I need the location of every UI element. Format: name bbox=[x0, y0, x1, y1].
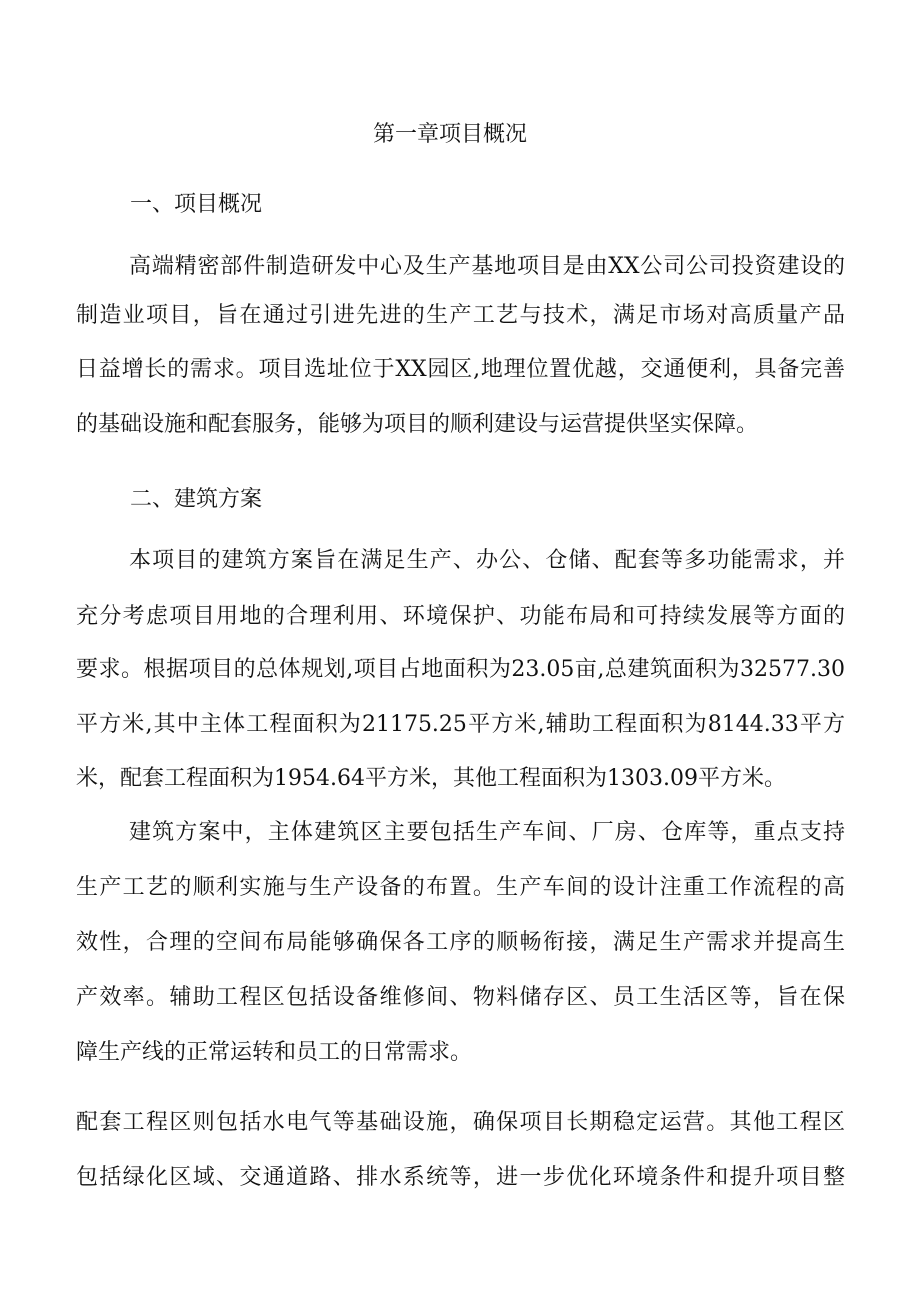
paragraph-line: 本项目的建筑方案旨在满足生产、办公、仓储、配套等多功能需求，并 bbox=[129, 548, 845, 573]
paragraph-line: 高端精密部件制造研发中心及生产基地项目是由XX公司公司投资建设的 bbox=[129, 254, 845, 279]
paragraph-line: 要求。根据项目的总体规划,项目占地面积为23.05亩,总建筑面积为32577.30 bbox=[76, 657, 845, 682]
paragraph-line: 生产工艺的顺利实施与生产设备的布置。生产车间的设计注重工作流程的高 bbox=[76, 875, 845, 900]
paragraph-line: 配套工程区则包括水电气等基础设施，确保项目长期稳定运营。其他工程区 bbox=[76, 1110, 845, 1135]
paragraph-line: 平方米,其中主体工程面积为21175.25平方米,辅助工程面积为8144.33平方 bbox=[76, 712, 845, 737]
paragraph-line: 的基础设施和配套服务，能够为项目的顺利建设与运营提供坚实保障。 bbox=[76, 412, 759, 437]
paragraph-line: 效性，合理的空间布局能够确保各工序的顺畅衔接，满足生产需求并提高生 bbox=[76, 930, 845, 955]
section-heading: 一、项目概况 bbox=[130, 192, 263, 217]
paragraph-line: 建筑方案中，主体建筑区主要包括生产车间、厂房、仓库等，重点支持 bbox=[129, 820, 845, 845]
paragraph-line: 产效率。辅助工程区包括设备维修间、物料储存区、员工生活区等，旨在保 bbox=[76, 985, 845, 1010]
paragraph-line: 包括绿化区域、交通道路、排水系统等，进一步优化环境条件和提升项目整 bbox=[76, 1165, 845, 1190]
paragraph-line: 制造业项目，旨在通过引进先进的生产工艺与技术，满足市场对高质量产品 bbox=[76, 303, 845, 328]
paragraph-line: 障生产线的正常运转和员工的日常需求。 bbox=[76, 1040, 473, 1065]
paragraph-line: 米，配套工程面积为1954.64平方米，其他工程面积为1303.09平方米。 bbox=[76, 766, 786, 791]
chapter-title: 第一章项目概况 bbox=[373, 122, 528, 147]
section-heading: 二、建筑方案 bbox=[130, 487, 263, 512]
paragraph-line: 充分考虑项目用地的合理利用、环境保护、功能布局和可持续发展等方面的 bbox=[76, 604, 845, 629]
paragraph-line: 日益增长的需求。项目选址位于XX园区,地理位置优越，交通便利，具备完善 bbox=[76, 357, 845, 382]
